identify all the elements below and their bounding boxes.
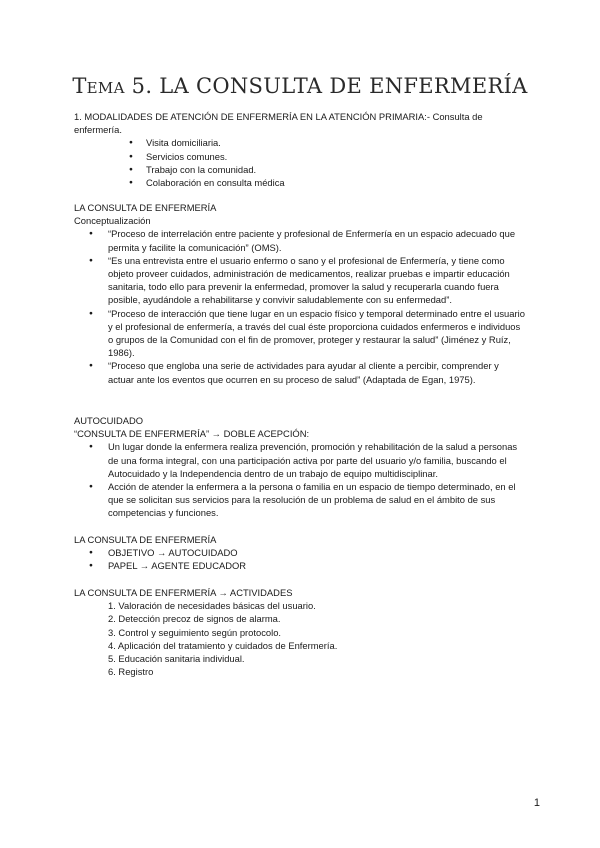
acepcion-list [74, 440, 526, 519]
objetivo-list [74, 546, 526, 572]
list-item: 2. Detección precoz de signos de alarma. [108, 613, 281, 625]
list-item: ● OBJETIVO → AUTOCUIDADO [74, 546, 526, 559]
section-heading: LA CONSULTA DE ENFERMERÍA [74, 202, 217, 213]
list-item: ● “Proceso que engloba una serie de actividades para ayudar al cliente a percibir, comprender y actuar ante los eventos que ocurren en su proceso de salud” (Adaptada de Egan, 1975). [74, 359, 526, 385]
list-item: 4. Aplicación del tratamiento y cuidados de Enfermería. [108, 639, 338, 651]
list-item: 5. Educación sanitaria individual. [108, 653, 245, 665]
list-item: ● Trabajo con la comunidad. [74, 163, 526, 176]
section-subheading: “CONSULTA DE ENFERMERÍA” → DOBLE ACEPCIÓN: [74, 428, 310, 440]
list-item: ● PAPEL → AGENTE EDUCADOR [74, 559, 526, 572]
list-item: 6. Registro [108, 666, 154, 678]
actividades-list [74, 599, 526, 678]
section-heading: 1. MODALIDADES DE ATENCIÓN DE ENFERMERÍA EN LA ATENCIÓN PRIMARIA:- Consulta de [74, 111, 483, 122]
section-objetivo-papel [74, 533, 526, 573]
section-heading: AUTOCUIDADO [74, 415, 144, 426]
list-item: ● “Proceso de interrelación entre paciente y profesional de Enfermería en un espacio adecuado que permita y facilite la comunicación” (OMS). [74, 227, 526, 253]
list-item: ● Colaboración en consulta médica [74, 176, 526, 189]
section-autocuidado [74, 414, 526, 520]
list-item: ● “Proceso de interacción que tiene lugar en un espacio físico y temporal determinado entre el usuario y el profesional de enfermería, a través del cual éste proporciona cuidados enfermeros e individuos o grupos de la Comunidad con el fin de promover, proteger y restaurar la salud” (Jiménez y Ruíz, 1986). [74, 307, 526, 360]
page-number: 1 [533, 797, 540, 809]
section-heading: LA CONSULTA DE ENFERMERÍA [74, 534, 217, 545]
section-actividades [74, 586, 526, 678]
list-item: ● Visita domiciliaria. [74, 136, 526, 149]
list-item: ● Servicios comunes. [74, 150, 526, 163]
section-heading-cont: enfermería. [74, 124, 122, 136]
list-item: ● “Es una entrevista entre el usuario enfermo o sano y el profesional de Enfermería, y tiene como objeto proveer cuidados, administración de medicamentos, realizar pruebas e impartir educación sanitaria, todo ello para prevenir la enfermedad, promover la salud y recuperarla cuando fuera posible, ayudándole a rehabilitarse y convivir saludablemente con su enfermedad”. [74, 254, 526, 307]
list-item: 1. Valoración de necesidades básicas del usuario. [108, 600, 316, 612]
list-item: ● Acción de atender la enfermera a la persona o familia en un espacio de tiempo determinado, en el que se solicitan sus servicios para la resolución de un problema de salud en el ámbito de sus competencias y funciones. [74, 480, 526, 520]
section-modalidades [74, 110, 526, 189]
modalidades-list [74, 136, 526, 189]
definitions-list [74, 227, 526, 385]
section-consulta-conceptualizacion [74, 201, 526, 386]
section-heading: LA CONSULTA DE ENFERMERÍA → ACTIVIDADES [74, 587, 293, 598]
list-item: 3. Control y seguimiento según protocolo. [108, 626, 282, 638]
list-item: ● Un lugar donde la enfermera realiza prevención, promoción y rehabilitación de la salud a personas de una forma integral, con una participación activa por parte del usuario y/o familia, buscando el Autocuidado y la Independencia dentro de un trabajo de equipo multidisciplinar. [74, 440, 526, 480]
page-title: Tema 5. LA CONSULTA DE ENFERMERÍA [72, 74, 528, 98]
section-subheading: Conceptualización [74, 215, 151, 227]
